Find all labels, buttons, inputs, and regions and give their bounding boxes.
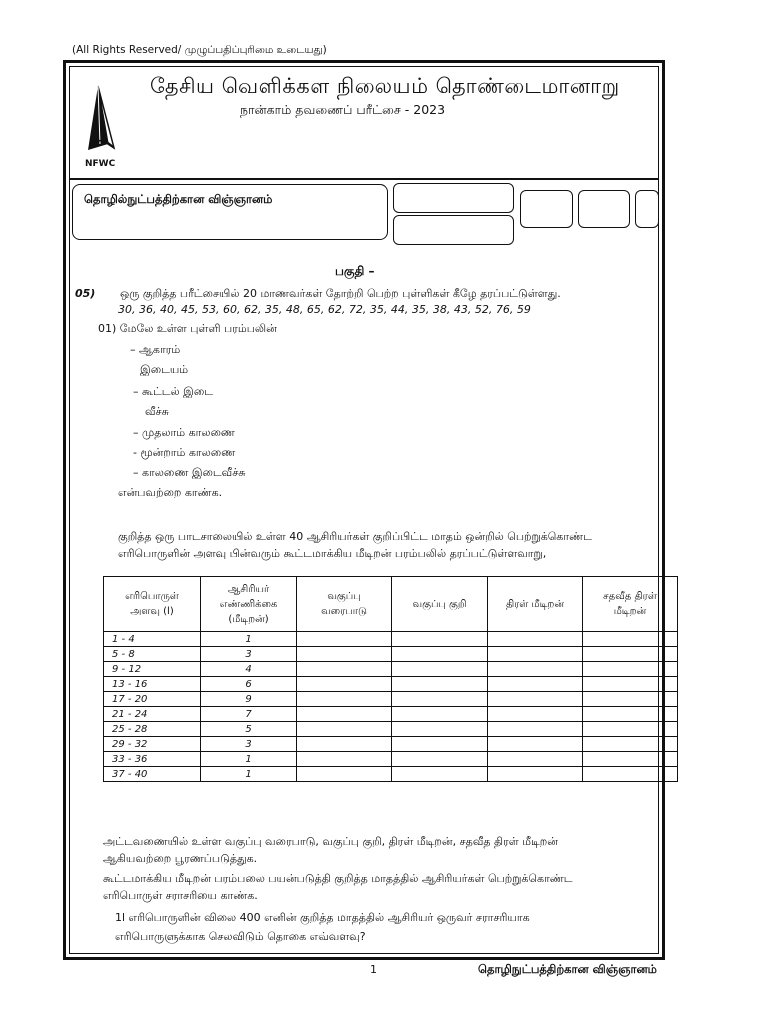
- after-table-line-4: எரிபொருள் சராசரியை காண்க.: [103, 889, 258, 902]
- paragraph-line-2: எரிபொருளின் அளவு பின்வரும் கூட்டமாக்கிய மீடிறன் பரம்பலில் தரப்பட்டுள்ளவாறு,: [118, 547, 547, 560]
- table-header-row: [104, 577, 678, 632]
- mark-box-2: [578, 190, 630, 228]
- after-table-line-5: 1l எரிபொருளின் விலை 400 எனின் குறித்த மாதத்தில் ஆசிரியர் ஒருவர் சராசரியாக: [115, 911, 530, 924]
- footer-subject: தொழிநுட்பத்திற்கான விஞ்ஞானம்: [478, 962, 657, 976]
- table-row: 29 - 32 3: [104, 737, 678, 752]
- mark-box-1: [520, 190, 573, 228]
- table-row: 13 - 16 6: [104, 677, 678, 692]
- item-median: இடையம்: [140, 363, 189, 376]
- table-row: 37 - 40 1: [104, 767, 678, 782]
- after-table-line-2: ஆகியவற்றை பூரணப்படுத்துக.: [103, 852, 258, 865]
- question-number: 05): [75, 287, 96, 300]
- table-row: 1 - 4 1: [104, 632, 678, 647]
- item-mean: – கூட்டல் இடை: [133, 385, 214, 398]
- header-divider: [69, 178, 659, 180]
- header-percent-cumulative-frequency: சதவீத திரள் மீடிறன்: [583, 577, 678, 632]
- header-class-mark: வகுப்பு குறி: [392, 577, 488, 632]
- item-mode: – ஆகாரம்: [130, 343, 181, 356]
- question-intro: ஒரு குறித்த பரீட்சையில் 20 மாணவர்கள் தோற்றி பெற்ற புள்ளிகள் கீழே தரப்பட்டுள்ளது.: [120, 287, 561, 300]
- after-table-line-3: கூட்டமாக்கிய மீடிறன் பரம்பலை பயன்படுத்தி குறித்த மாதத்தில் ஆசிரியர்கள் பெற்றுக்கொண்ட: [103, 872, 573, 885]
- question-data: 30, 36, 40, 45, 53, 60, 62, 35, 48, 65, 62, 72, 35, 44, 35, 38, 43, 52, 76, 59: [118, 303, 531, 316]
- table-row: 25 - 28 5: [104, 722, 678, 737]
- after-table-line-6: எரிபொருளுக்காக செலவிடும் தொகை எவ்வளவு?: [115, 930, 366, 943]
- frequency-table: [103, 576, 678, 782]
- table-row: 17 - 20 9: [104, 692, 678, 707]
- rights-notice: (All Rights Reserved/ முழுப்பதிப்புரிமை உடையது): [72, 44, 327, 56]
- table-row: 5 - 8 3: [104, 647, 678, 662]
- find-instruction: என்பவற்றை காண்க.: [118, 486, 223, 499]
- exam-subtitle: நான்காம் தவணைப் பரீட்சை - 2023: [240, 102, 446, 117]
- index-box-top: [393, 183, 514, 213]
- after-table-line-1: அட்டவணையில் உள்ள வகுப்பு வரைபாடு, வகுப்பு குறி, திரள் மீடிறன், சதவீத திரள் மீடிறன்: [103, 835, 558, 848]
- item-q3: - மூன்றாம் காலணை: [133, 446, 236, 459]
- table-row: 21 - 24 7: [104, 707, 678, 722]
- index-box-bottom: [393, 215, 514, 245]
- section-heading: பகுதி –: [335, 264, 375, 278]
- table-row: 9 - 12 4: [104, 662, 678, 677]
- mark-box-3: [635, 190, 659, 228]
- header-class-boundary: வகுப்பு வரைபாடு: [297, 577, 392, 632]
- item-iqr: – காலணை இடைவீச்சு: [133, 466, 246, 479]
- item-q1: – முதலாம் காலணை: [133, 426, 235, 439]
- table-row: 33 - 36 1: [104, 752, 678, 767]
- paragraph-line-1: குறித்த ஒரு பாடசாலையில் உள்ள 40 ஆசிரியர்கள் குறிப்பிட்ட மாதம் ஒன்றில் பெற்றுக்கொண்ட: [118, 530, 592, 543]
- logo-text: NFWC: [85, 159, 116, 169]
- institution-title: தேசிய வெளிக்கள நிலையம் தொண்டைமானாறு: [150, 74, 620, 98]
- page-number: 1: [370, 963, 377, 976]
- nfwc-logo-icon: [80, 78, 130, 168]
- header-fuel-amount: எரிபொருள் அளவு (l): [104, 577, 201, 632]
- header-teacher-count: ஆசிரியர் எண்ணிக்கை (மீடிறன்): [201, 577, 297, 632]
- sub-question-1: 01) மேலே உள்ள புள்ளி பரம்பலின்: [98, 322, 277, 335]
- header-cumulative-frequency: திரள் மீடிறன்: [488, 577, 583, 632]
- item-range: வீச்சு: [145, 405, 169, 418]
- subject-title: தொழில்நுட்பத்திற்கான விஞ்ஞானம்: [84, 192, 273, 206]
